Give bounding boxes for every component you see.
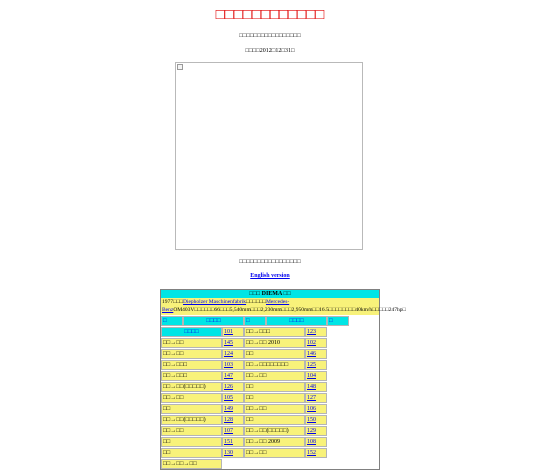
bus-number-link[interactable]: 125 [305,360,327,370]
bus-assignment: □□→□□ 2009 [244,437,305,447]
roster-table [160,289,406,470]
bus-assignment: □□→□□→□□ [161,459,222,469]
bus-assignment: □□→□□ 2010 [244,338,305,348]
page-title: □□□□□□□□□□□□ [215,7,325,23]
bus-assignment: □□→□□(□□□□□) [161,382,222,392]
bus-number-link[interactable]: 148 [305,382,327,392]
bus-assignment: □□→□□ [244,371,305,381]
bus-number-link[interactable]: 146 [305,349,327,359]
diepholzer-link[interactable]: Diepholzer Maschinenfabrik [182,299,247,305]
bus-number-link[interactable]: 104 [305,371,327,381]
bus-assignment: □□→□□□ [244,327,305,337]
bus-assignment: □□→□□ [161,426,222,436]
bus-number-link[interactable]: 129 [305,426,327,436]
bus-assignment: □□→□□□ [161,371,222,381]
bus-assignment: □□→□□□ [161,360,222,370]
bus-assignment: □□ [161,448,222,458]
bus-assignment: □□ [244,393,305,403]
bus-number-link[interactable]: 147 [222,371,244,381]
desc-text: □□□□□□ [246,299,266,305]
bus-number-link[interactable]: 127 [305,393,327,403]
bus-number-link[interactable]: 128 [222,415,244,425]
bus-assignment: □□ [161,437,222,447]
mercedes-benz-link[interactable]: Mercedes-Benz [162,299,290,313]
bus-number-link[interactable]: 103 [222,360,244,370]
bus-number-link[interactable]: 152 [305,448,327,458]
bus-number-link[interactable]: 130 [222,448,244,458]
header-number: □ [161,316,183,326]
header-number: □ [244,316,266,326]
english-version-link[interactable]: English version [250,273,290,279]
bus-number-link[interactable]: 102 [305,338,327,348]
header-number: □ [327,316,349,326]
last-updated: □□□□2012□12□31□ [245,48,295,54]
desc-text: OM403V□□□□□□66□□□5,540mm□□□2,230mm□□□2,950mm□□16.5□□□□□□□□40km/h□□□□□247hp□ [173,306,406,313]
bus-number-link[interactable]: 107 [222,426,244,436]
bus-number-link[interactable]: 108 [305,437,327,447]
photo-caption: □□□□□□□□□□□□□□□□□ [239,259,301,265]
bus-assignment: □□ [244,349,305,359]
bus-assignment: □□→□□(□□□□□) [244,426,305,436]
roster-heading: □□□ DIEMA □□ [161,290,379,298]
header-section: □□□□ [161,327,222,337]
bus-number-link[interactable]: 123 [305,327,327,337]
bus-assignment: □□→□□ [161,393,222,403]
bus-number-link[interactable]: 149 [222,404,244,414]
page-subtitle: □□□□□□□□□□□□□□□□□ [239,33,301,39]
header-section: □□□□ [183,316,244,326]
bus-number-link[interactable]: 126 [222,382,244,392]
bus-number-link[interactable]: 150 [305,415,327,425]
bus-assignment: □□→□□ [161,338,222,348]
desc-text: 1977□□□ [162,299,183,305]
bus-assignment: □□→□□ [244,448,305,458]
english-version [0,272,540,281]
main-photo [175,62,363,250]
bus-number-link[interactable]: 106 [305,404,327,414]
bus-number-link[interactable]: 151 [222,437,244,447]
bus-assignment: □□ [244,415,305,425]
roster-grid [161,315,379,469]
bus-number-link[interactable]: 105 [222,393,244,403]
bus-assignment: □□→□□□□□□□□ [244,360,305,370]
bus-number-link[interactable]: 124 [222,349,244,359]
roster-description [161,298,406,315]
bus-assignment: □□→□□ [161,349,222,359]
bus-assignment: □□ [244,382,305,392]
bus-number-link[interactable]: 101 [222,327,244,337]
header-section: □□□□ [266,316,327,326]
bus-number-link[interactable]: 145 [222,338,244,348]
bus-assignment: □□→□□ [244,404,305,414]
broken-image-icon [177,64,183,70]
bus-assignment: □□ [161,404,222,414]
bus-assignment: □□→□□(□□□□□) [161,415,222,425]
